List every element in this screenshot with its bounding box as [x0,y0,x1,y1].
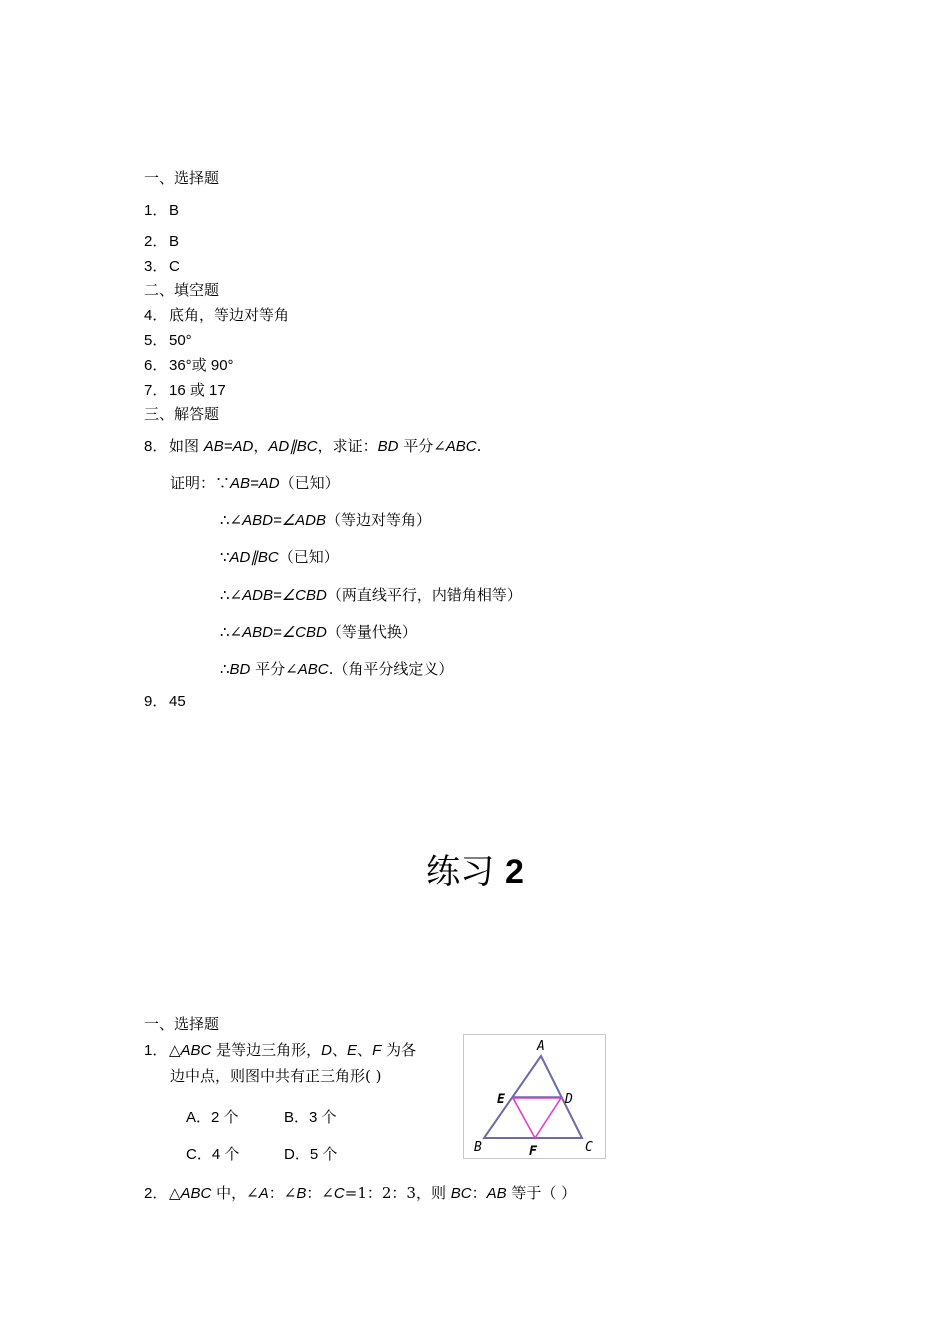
answer-4: 4． 底角，等边对等角 [144,306,290,324]
proof-line-3: ∵AD∥BC（已知） [220,548,339,566]
label-b: B [474,1140,482,1155]
option-c: C．4 个 [186,1146,240,1163]
option-d: D．5 个 [284,1146,338,1163]
label-e: E [497,1092,505,1107]
proof-line-4: ∴∠ADB=∠CBD（两直线平行，内错角相等） [220,586,522,604]
question-2: 2． △ABC 中，∠A：∠B：∠C=1：2：3，则 BC：AB 等于（ ） [144,1184,577,1202]
exercise-title: 练习 2 [426,852,524,892]
answer-3: 3． C [144,258,180,275]
question-8: 8． 如图 AB=AD，AD∥BC，求证：BD 平分∠ABC. [144,437,482,455]
proof-line-5: ∴∠ABD=∠CBD（等量代换） [220,623,417,641]
proof-line-6: ∴BD 平分∠ABC.（角平分线定义） [220,660,454,678]
section-heading-solve: 三、解答题 [144,405,220,423]
answer-2: 2． B [144,233,180,250]
answer-7: 7． 16 或 17 [144,382,226,399]
section-heading-fill: 二、填空题 [144,281,220,299]
section-heading-choice: 一、选择题 [144,169,220,187]
section-heading-choice-2: 一、选择题 [144,1015,220,1033]
question-1-line-2: 边中点，则图中共有正三角形( ) [170,1067,382,1085]
proof-line-2: ∴∠ABD=∠ADB（等边对等角） [220,511,432,529]
option-a: A．2 个 [186,1109,239,1126]
answer-5: 5． 50° [144,332,192,349]
answer-1: 1． B [144,202,180,219]
medial-triangle [513,1098,561,1138]
triangle-diagram [464,1035,605,1158]
question-1: 1． △ABC 是等边三角形，D、E、F 为各 [144,1041,417,1059]
option-b: B．3 个 [284,1109,337,1126]
proof-line-1: 证明：∵AB=AD（已知） [170,474,340,492]
answer-9: 9． 45 [144,693,186,710]
triangle-figure [463,1034,606,1159]
label-a: A [537,1039,545,1054]
label-c: C [585,1140,593,1155]
answer-6: 6． 36°或 90° [144,357,234,374]
label-d: D [565,1092,573,1107]
label-f: F [529,1144,537,1158]
